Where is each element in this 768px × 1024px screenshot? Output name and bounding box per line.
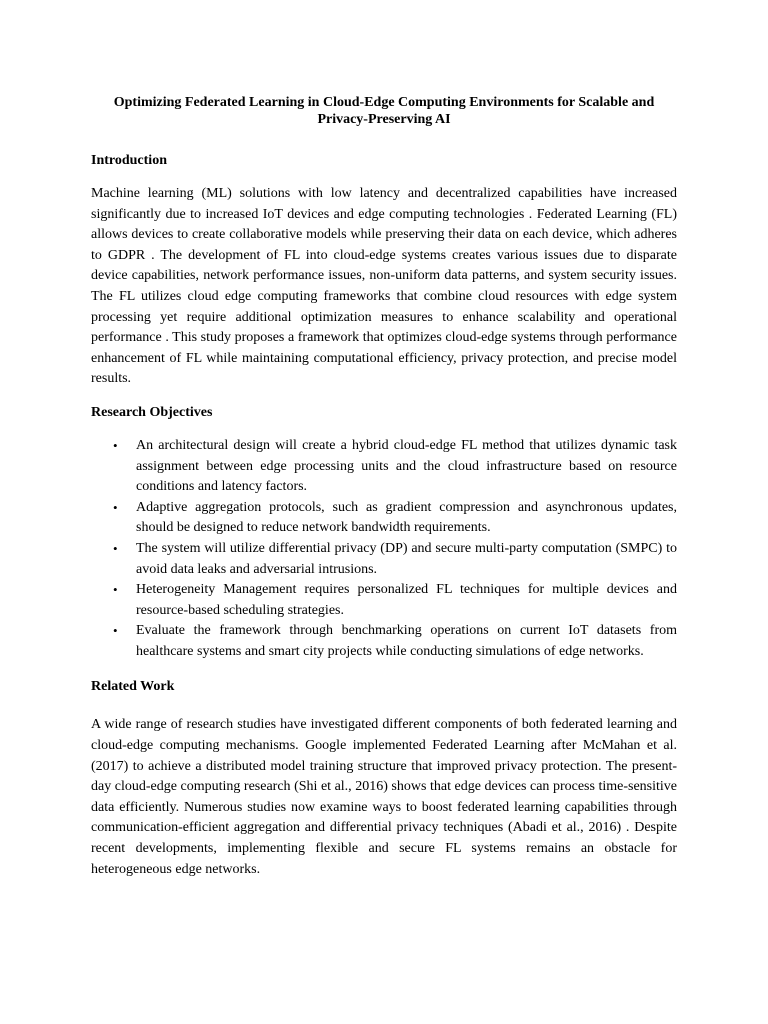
introduction-paragraph: Machine learning (ML) solutions with low latency and decentralized capabilities have increased significantly due to increased IoT devices and edge computing technologies . Federated Learning (FL) allows devices to create collaborative models while preserving their data on each device, which adheres to GDPR . The development of FL into cloud-edge systems creates various issues due to disparate device capabilities, network performance issues, non-uniform data patterns, and system security issues. The FL utilizes cloud edge computing frameworks that combine cloud resources with edge system processing yet require additional optimization measures to enhance scalability and operational performance . This study proposes a framework that optimizes cloud-edge systems through performance enhancement of FL while maintaining computational efficiency, privacy protection, and precise model results.	[91, 186, 677, 387]
objectives-heading: Research Objectives	[91, 404, 213, 420]
objectives-list	[91, 436, 677, 663]
bullet-icon: •	[113, 437, 118, 453]
introduction-heading: Introduction	[91, 153, 167, 168]
bullet-icon: •	[113, 540, 118, 556]
objective-item: • Adaptive aggregation protocols, such as gradient compression and asynchronous updates, should be designed to reduce network bandwidth requirements.	[113, 499, 677, 536]
bullet-icon: •	[113, 623, 118, 639]
objective-item: • Heterogeneity Management requires personalized FL techniques for multiple devices and resource-based scheduling strategies.	[113, 582, 677, 618]
objective-item: • Evaluate the framework through benchmarking operations on current IoT datasets from healthcare systems and smart city projects while conducting simulations of edge networks.	[113, 623, 677, 659]
related-work-paragraph: A wide range of research studies have investigated different components of both federated learning and cloud-edge computing mechanisms. Google implemented Federated Learning after McMahan et al. (2017) to achieve a distributed model training structure that improved privacy protection. The present-day cloud-edge computing research (Shi et al., 2016) shows that edge devices can process time-sensitive data efficiently. Numerous studies now examine ways to boost federated learning capabilities through communication-efficient aggregation and differential privacy techniques (Abadi et al., 2016) . Despite recent developments, implementing flexible and secure FL systems remains an obstacle for heterogeneous edge networks.	[91, 717, 677, 877]
document-title: Optimizing Federated Learning in Cloud-Edge Computing Environments for Scalable and Privacy-Preserving AI	[113, 95, 655, 127]
bullet-icon: •	[113, 582, 118, 598]
related-work-heading: Related Work	[91, 679, 175, 695]
objective-item: • The system will utilize differential privacy (DP) and secure multi-party computation (SMPC) to avoid data leaks and adversarial intrusions.	[113, 540, 677, 577]
bullet-icon: •	[113, 499, 118, 515]
objective-item: • An architectural design will create a hybrid cloud-edge FL method that utilizes dynamic task assignment between edge processing units and the cloud infrastructure based on resource conditions and latency factors.	[113, 437, 677, 495]
